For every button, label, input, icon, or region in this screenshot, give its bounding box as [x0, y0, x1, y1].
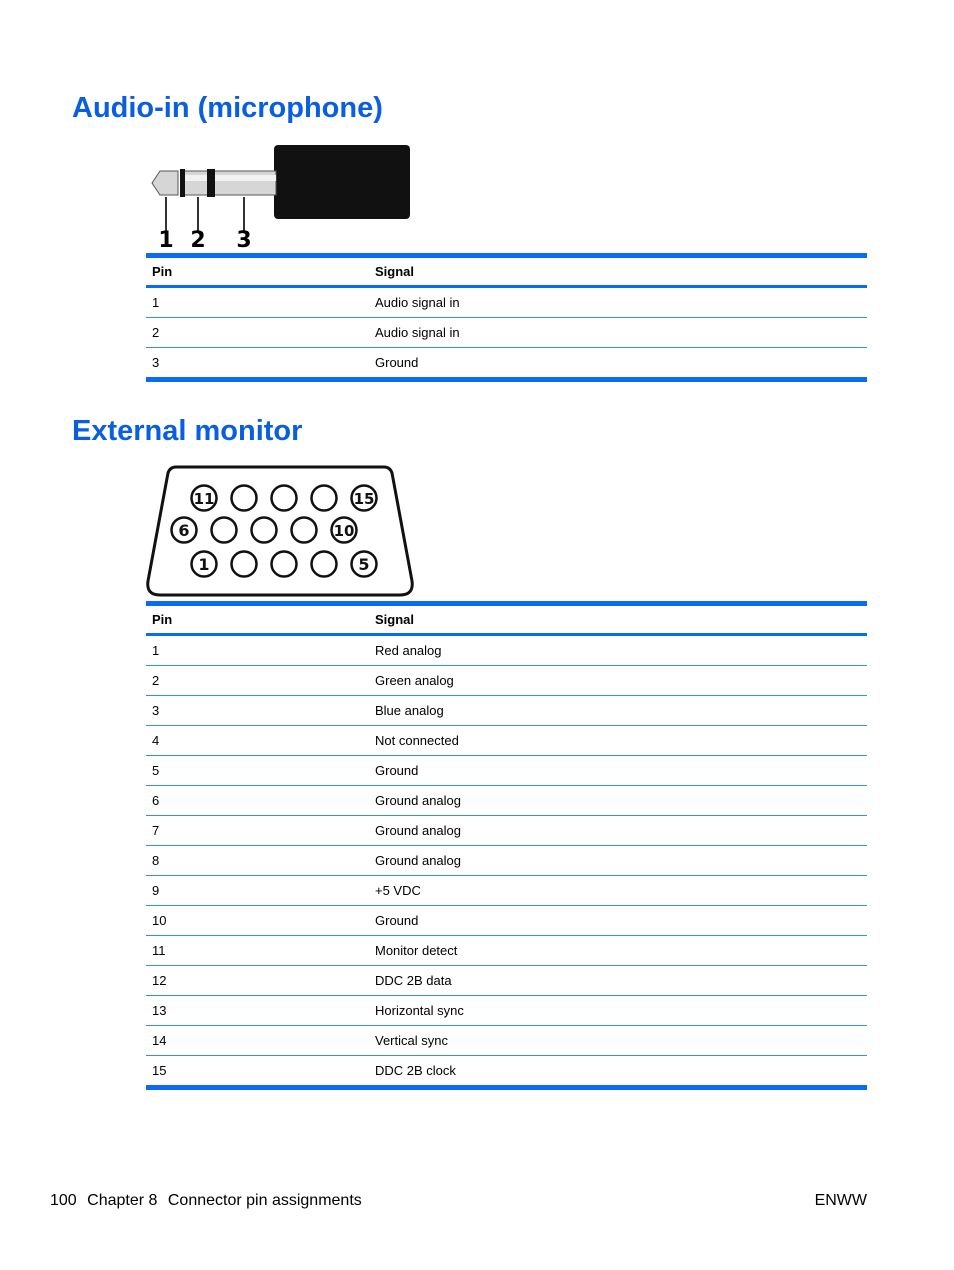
pin-cell: 3 [146, 348, 369, 380]
pin-cell: 4 [146, 726, 369, 756]
vga-pin-13 [272, 486, 297, 511]
pin-cell: 10 [146, 906, 369, 936]
page-number: 100 [50, 1192, 77, 1209]
pin-cell: 1 [152, 643, 160, 658]
chapter-label: Chapter 8 [87, 1192, 158, 1209]
plug-ring-2 [207, 169, 215, 197]
audio-jack-diagram [146, 143, 412, 249]
table-row [146, 996, 867, 1026]
table-row [146, 696, 867, 726]
vga-label-10: 10 [333, 522, 355, 540]
page-footer-right: ENWW [814, 1192, 867, 1209]
plug-sleeve-highlight [182, 175, 276, 181]
table-row [146, 1056, 867, 1088]
vga-label-1: 1 [198, 555, 210, 574]
signal-cell: Ground analog [369, 816, 867, 846]
pin-cell: 2 [146, 666, 369, 696]
table-row [146, 816, 867, 846]
vga-pin-7 [212, 518, 237, 543]
table-row [146, 786, 867, 816]
table-row [146, 635, 867, 666]
vga-pin-2 [232, 552, 257, 577]
column-header-signal: Signal [375, 612, 415, 627]
signal-cell: Horizontal sync [369, 996, 867, 1026]
pin-cell: 1 [152, 295, 160, 310]
signal-cell: Blue analog [369, 696, 867, 726]
table-row [146, 966, 867, 996]
signal-cell: Audio signal in [375, 295, 460, 310]
column-header-pin: Pin [152, 612, 173, 627]
vga-label-11: 11 [193, 490, 215, 508]
chapter-title: Connector pin assignments [167, 1192, 362, 1209]
table-row [146, 846, 867, 876]
vga-pin-3 [272, 552, 297, 577]
vga-pin-9 [292, 518, 317, 543]
section-title-audio-in: Audio-in (microphone) [72, 92, 383, 124]
plug-tip [152, 171, 178, 195]
pin-cell: 13 [146, 996, 369, 1026]
pin-cell: 7 [146, 816, 369, 846]
table-row [146, 726, 867, 756]
signal-cell: Ground [369, 348, 867, 380]
signal-cell: Ground analog [369, 786, 867, 816]
vga-pin-14 [312, 486, 337, 511]
vga-pin-12 [232, 486, 257, 511]
pin-cell: 15 [146, 1056, 369, 1088]
table-row [146, 348, 867, 380]
table-row [146, 318, 867, 348]
signal-cell: DDC 2B clock [369, 1056, 867, 1088]
signal-cell: Monitor detect [369, 936, 867, 966]
signal-cell: Audio signal in [369, 318, 867, 348]
signal-cell: Not connected [369, 726, 867, 756]
jack-label-2: 2 [190, 228, 206, 249]
jack-label-1: 1 [158, 228, 174, 249]
vga-label-5: 5 [358, 555, 370, 574]
pin-cell: 5 [146, 756, 369, 786]
audio-in-pin-table [146, 253, 867, 382]
page-footer-left [50, 1192, 368, 1210]
table-row [146, 756, 867, 786]
pin-cell: 11 [146, 936, 369, 966]
vga-label-15: 15 [353, 490, 375, 508]
pin-cell: 9 [146, 876, 369, 906]
signal-cell: Ground [369, 906, 867, 936]
signal-cell: +5 VDC [369, 876, 867, 906]
external-monitor-pin-table [146, 601, 867, 1090]
vga-pin-4 [312, 552, 337, 577]
table-row [146, 876, 867, 906]
pin-cell: 3 [146, 696, 369, 726]
signal-cell: Red analog [375, 643, 442, 658]
pin-cell: 12 [146, 966, 369, 996]
pin-cell: 14 [146, 1026, 369, 1056]
signal-cell: Ground analog [369, 846, 867, 876]
section-title-external-monitor: External monitor [72, 415, 303, 447]
table-row [146, 936, 867, 966]
pin-cell: 6 [146, 786, 369, 816]
jack-label-3: 3 [236, 228, 252, 249]
table-row [146, 906, 867, 936]
column-header-signal: Signal [375, 264, 415, 279]
signal-cell: Ground [369, 756, 867, 786]
plug-body [274, 145, 410, 219]
plug-sleeve [182, 171, 276, 195]
vga-label-6: 6 [178, 521, 190, 540]
signal-cell: DDC 2B data [369, 966, 867, 996]
table-row [146, 287, 867, 318]
pin-cell: 8 [146, 846, 369, 876]
vga-pin-8 [252, 518, 277, 543]
plug-ring-1 [180, 169, 185, 197]
table-row [146, 1026, 867, 1056]
column-header-pin: Pin [152, 264, 173, 279]
signal-cell: Green analog [369, 666, 867, 696]
signal-cell: Vertical sync [369, 1026, 867, 1056]
vga-connector-diagram [146, 463, 416, 599]
table-row [146, 666, 867, 696]
pin-cell: 2 [146, 318, 369, 348]
